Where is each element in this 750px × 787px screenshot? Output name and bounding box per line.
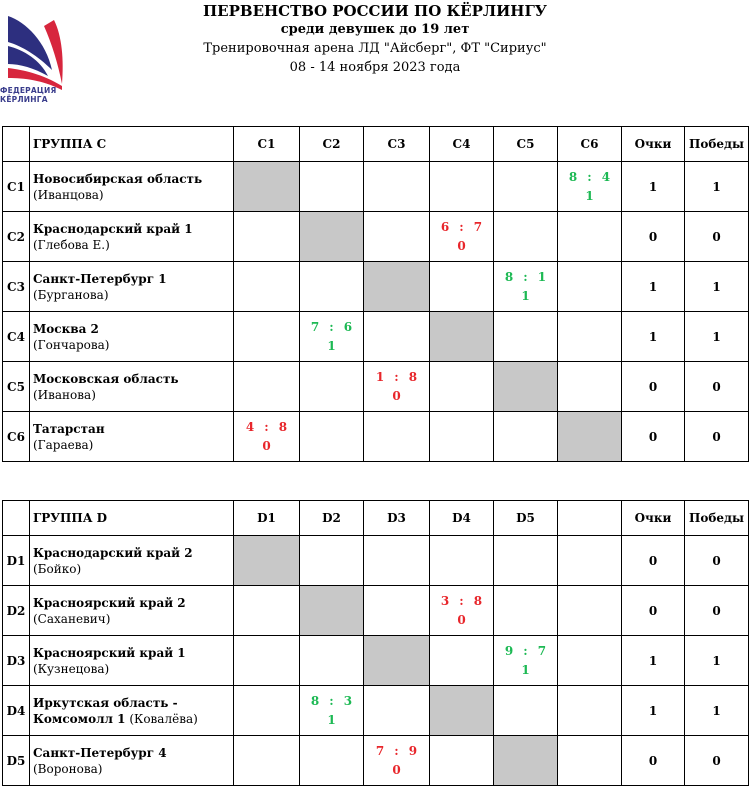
row-code: С1 [3, 162, 30, 212]
score-cell [234, 262, 300, 312]
game-score [430, 586, 494, 636]
col-header: С4 [430, 127, 494, 162]
score-cell [430, 636, 494, 686]
team-name: Татарстан [33, 421, 105, 436]
wins-value: 1 [685, 686, 749, 736]
score-cell [430, 536, 494, 586]
diagonal-cell [364, 636, 430, 686]
wins-header: Победы [685, 127, 749, 162]
table-row [3, 586, 749, 636]
score-cell [494, 536, 558, 586]
score-cell [234, 636, 300, 686]
score-separator: : [587, 169, 592, 184]
score-cell [558, 686, 622, 736]
wins-value: 0 [685, 412, 749, 462]
wins-value: 1 [685, 636, 749, 686]
score-cell [558, 262, 622, 312]
score-b: 7 [473, 219, 483, 234]
score-b: 6 [343, 319, 353, 334]
diagonal-cell [494, 736, 558, 786]
skip-name: (Иванова) [33, 387, 96, 402]
points-value: 0 [622, 212, 685, 262]
team-cell [30, 162, 234, 212]
team-cell [30, 636, 234, 686]
corner-cell [3, 501, 30, 536]
points-value: 0 [622, 412, 685, 462]
diagonal-cell [430, 686, 494, 736]
score-cell [234, 212, 300, 262]
row-code: D5 [3, 736, 30, 786]
game-points: 1 [521, 288, 530, 303]
score-cell [364, 412, 430, 462]
game-score [364, 362, 430, 412]
score-separator: : [394, 369, 399, 384]
score-line [558, 168, 621, 187]
score-cell [558, 362, 622, 412]
table-row [3, 636, 749, 686]
diagonal-cell [300, 212, 364, 262]
page-subtitle: среди девушек до 19 лет [280, 22, 470, 37]
points-header: Очки [622, 127, 685, 162]
team-cell [30, 312, 234, 362]
score-separator: : [264, 419, 269, 434]
game-points: 0 [392, 762, 401, 777]
team-cell [30, 736, 234, 786]
score-cell [558, 536, 622, 586]
team-name: Санкт-Петербург 4 [33, 745, 167, 760]
diagonal-cell [300, 586, 364, 636]
skip-name: (Глебова Е.) [33, 237, 110, 252]
col-header [558, 501, 622, 536]
game-score [234, 412, 300, 462]
score-cell [558, 586, 622, 636]
score-line [364, 368, 429, 387]
score-a: 8 [310, 693, 320, 708]
score-cell [494, 162, 558, 212]
team-cell [30, 586, 234, 636]
team-name: Москва 2 [33, 321, 99, 336]
game-points: 0 [457, 612, 466, 627]
group-d-table [2, 500, 749, 786]
score-line [494, 642, 557, 661]
skip-name: (Ковалёва) [129, 711, 198, 726]
diagonal-cell [494, 362, 558, 412]
col-header: D1 [234, 501, 300, 536]
row-code: D1 [3, 536, 30, 586]
score-cell [364, 536, 430, 586]
score-cell [300, 736, 364, 786]
score-b: 3 [343, 693, 353, 708]
score-b: 9 [408, 743, 418, 758]
score-cell [558, 636, 622, 686]
points-value: 0 [622, 536, 685, 586]
game-points: 1 [585, 188, 594, 203]
diagonal-cell [430, 312, 494, 362]
team-name: Краснодарский край 2 [33, 545, 193, 560]
col-header: D2 [300, 501, 364, 536]
score-cell [300, 362, 364, 412]
table-row [3, 262, 749, 312]
points-value: 0 [622, 362, 685, 412]
score-cell [494, 412, 558, 462]
logo-text-line1: ФЕДЕРАЦИЯ [0, 86, 57, 95]
team-name: Московская область [33, 371, 179, 386]
team-cell [30, 686, 234, 736]
score-line [364, 742, 429, 761]
score-a: 3 [440, 593, 450, 608]
table-row [3, 162, 749, 212]
wins-value: 1 [685, 162, 749, 212]
row-code: D2 [3, 586, 30, 636]
game-points: 1 [521, 662, 530, 677]
score-cell [430, 412, 494, 462]
team-cell [30, 262, 234, 312]
game-score [300, 312, 364, 362]
points-value: 0 [622, 586, 685, 636]
table-row [3, 536, 749, 586]
score-a: 6 [440, 219, 450, 234]
score-cell [300, 536, 364, 586]
score-cell [494, 686, 558, 736]
team-name: Новосибирская область [33, 171, 203, 186]
score-cell [494, 312, 558, 362]
row-code: D3 [3, 636, 30, 686]
skip-name: (Бойко) [33, 561, 82, 576]
score-a: 1 [375, 369, 385, 384]
game-score [430, 212, 494, 262]
score-cell [430, 362, 494, 412]
score-b: 8 [408, 369, 418, 384]
wins-header: Победы [685, 501, 749, 536]
score-a: 9 [504, 643, 514, 658]
wins-value: 0 [685, 536, 749, 586]
corner-cell [3, 127, 30, 162]
group-c-table [2, 126, 749, 462]
score-cell [300, 636, 364, 686]
diagonal-cell [234, 536, 300, 586]
game-points: 1 [327, 338, 336, 353]
score-a: 7 [375, 743, 385, 758]
diagonal-cell [234, 162, 300, 212]
page-title: ПЕРВЕНСТВО РОССИИ ПО КЁРЛИНГУ [203, 2, 547, 20]
score-b: 8 [473, 593, 483, 608]
score-cell [364, 312, 430, 362]
wins-value: 1 [685, 312, 749, 362]
wins-value: 0 [685, 736, 749, 786]
col-header: С2 [300, 127, 364, 162]
group-c-header-row [3, 127, 749, 162]
table-row [3, 312, 749, 362]
score-cell [558, 212, 622, 262]
skip-name: (Иванцова) [33, 187, 104, 202]
game-points: 0 [392, 388, 401, 403]
wins-value: 0 [685, 586, 749, 636]
score-a: 4 [245, 419, 255, 434]
score-cell [558, 736, 622, 786]
table-row [3, 362, 749, 412]
game-score [494, 262, 558, 312]
score-cell [364, 586, 430, 636]
score-line [494, 268, 557, 287]
group-d-title: ГРУППА D [30, 501, 234, 536]
game-score [364, 736, 430, 786]
team-cell [30, 212, 234, 262]
score-a: 7 [310, 319, 320, 334]
score-cell [234, 686, 300, 736]
score-cell [558, 312, 622, 362]
team-name: Санкт-Петербург 1 [33, 271, 167, 286]
row-code: С3 [3, 262, 30, 312]
points-value: 1 [622, 636, 685, 686]
score-separator: : [394, 743, 399, 758]
dates-text: 08 - 14 ноября 2023 года [289, 60, 461, 75]
score-line [430, 218, 493, 237]
game-points: 0 [262, 438, 271, 453]
points-value: 1 [622, 262, 685, 312]
venue-text: Тренировочная арена ЛД "Айсберг", ФТ "Сириус" [203, 41, 547, 56]
game-points: 0 [457, 238, 466, 253]
score-cell [494, 586, 558, 636]
row-code: С6 [3, 412, 30, 462]
team-cell [30, 362, 234, 412]
score-cell [234, 362, 300, 412]
score-cell [364, 212, 430, 262]
score-line [430, 592, 493, 611]
row-code: С2 [3, 212, 30, 262]
game-score [494, 636, 558, 686]
score-cell [364, 686, 430, 736]
diagonal-cell [364, 262, 430, 312]
game-score [300, 686, 364, 736]
team-name: Краснодарский край 1 [33, 221, 193, 236]
score-cell [234, 312, 300, 362]
team-cell [30, 536, 234, 586]
table-row [3, 212, 749, 262]
score-line [234, 418, 299, 437]
team-name: Красноярский край 1 [33, 645, 186, 660]
group-c-title: ГРУППА С [30, 127, 234, 162]
team-name: Красноярский край 2 [33, 595, 186, 610]
score-cell [300, 262, 364, 312]
score-b: 8 [278, 419, 288, 434]
col-header: С1 [234, 127, 300, 162]
score-separator: : [523, 269, 528, 284]
points-value: 1 [622, 162, 685, 212]
score-cell [364, 162, 430, 212]
diagonal-cell [558, 412, 622, 462]
row-code: D4 [3, 686, 30, 736]
points-value: 1 [622, 686, 685, 736]
wins-value: 0 [685, 212, 749, 262]
col-header: С6 [558, 127, 622, 162]
points-value: 1 [622, 312, 685, 362]
points-header: Очки [622, 501, 685, 536]
score-line [300, 692, 363, 711]
score-b: 4 [601, 169, 611, 184]
col-header: С3 [364, 127, 430, 162]
col-header: D5 [494, 501, 558, 536]
score-cell [234, 586, 300, 636]
points-value: 0 [622, 736, 685, 786]
skip-name: (Кузнецова) [33, 661, 110, 676]
score-line [300, 318, 363, 337]
score-cell [300, 412, 364, 462]
row-code: С5 [3, 362, 30, 412]
score-a: 8 [568, 169, 578, 184]
row-code: С4 [3, 312, 30, 362]
team-cell [30, 412, 234, 462]
col-header: D4 [430, 501, 494, 536]
group-d-header-row [3, 501, 749, 536]
score-separator: : [459, 593, 464, 608]
skip-name: (Воронова) [33, 761, 103, 776]
skip-name: (Саханевич) [33, 611, 111, 626]
logo-text-line2: КЁРЛИНГА [0, 95, 48, 104]
col-header: С5 [494, 127, 558, 162]
score-cell [300, 162, 364, 212]
score-cell [430, 262, 494, 312]
skip-name: (Гончарова) [33, 337, 110, 352]
score-separator: : [459, 219, 464, 234]
wins-value: 1 [685, 262, 749, 312]
team-name: Иркутская область - Комсомолл 1 [33, 695, 178, 726]
table-row [3, 686, 749, 736]
skip-name: (Бурганова) [33, 287, 109, 302]
score-cell [430, 736, 494, 786]
score-cell [430, 162, 494, 212]
wins-value: 0 [685, 362, 749, 412]
game-score [558, 162, 622, 212]
table-row [3, 736, 749, 786]
score-cell [494, 212, 558, 262]
table-row [3, 412, 749, 462]
score-separator: : [329, 693, 334, 708]
score-b: 1 [537, 269, 547, 284]
score-b: 7 [537, 643, 547, 658]
score-cell [234, 736, 300, 786]
score-separator: : [329, 319, 334, 334]
score-separator: : [523, 643, 528, 658]
skip-name: (Гараева) [33, 437, 94, 452]
col-header: D3 [364, 501, 430, 536]
game-points: 1 [327, 712, 336, 727]
score-a: 8 [504, 269, 514, 284]
